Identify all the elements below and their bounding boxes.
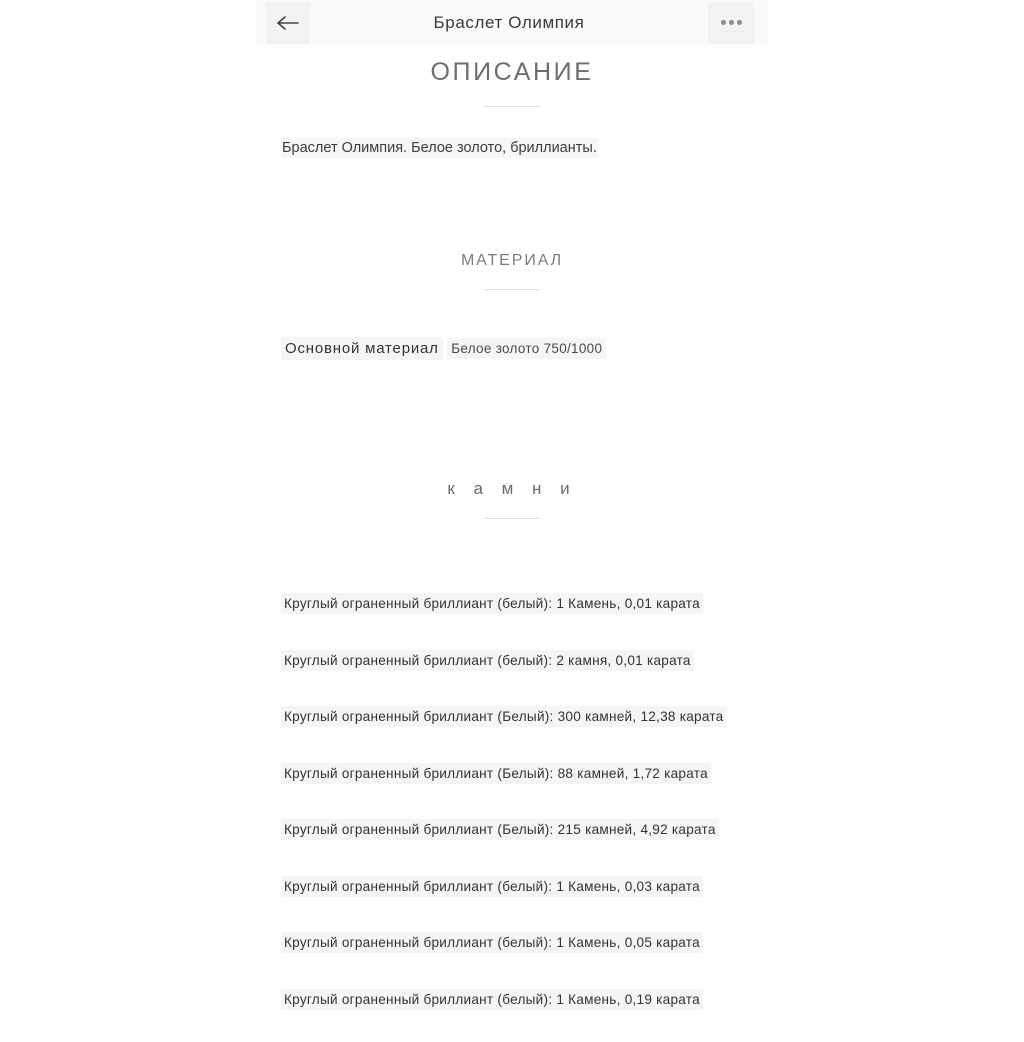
stone-text: Круглый ограненный бриллиант (Белый): 215 камней, 4,92 карата — [281, 819, 719, 840]
description-section — [0, 58, 1024, 156]
overflow-menu-icon — [729, 20, 734, 25]
overflow-menu-button[interactable] — [708, 2, 754, 44]
material-heading-wrap — [0, 252, 1024, 290]
top-app-bar — [256, 0, 768, 45]
stone-text: Круглый ограненный бриллиант (белый): 1 Камень, 0,01 карата — [281, 593, 703, 614]
description-heading: ОПИСАНИЕ — [430, 58, 594, 86]
stones-list — [281, 590, 751, 1042]
description-body — [281, 138, 598, 160]
list-item — [281, 873, 751, 902]
material-body — [281, 327, 606, 360]
stones-heading-wrap — [0, 479, 1024, 519]
stones-heading: к а м н и — [447, 479, 577, 498]
section-divider — [484, 518, 540, 519]
stone-text: Круглый ограненный бриллиант (белый): 2 камня, 0,01 карата — [281, 650, 694, 671]
list-item — [281, 760, 751, 789]
stone-text: Круглый ограненный бриллиант (Белый): 300 камней, 12,38 карата — [281, 706, 727, 727]
list-item — [281, 703, 751, 732]
content-area — [0, 45, 1024, 1007]
stone-text: Круглый ограненный бриллиант (белый): 1 Камень, 0,03 карата — [281, 876, 703, 897]
stone-text: Круглый ограненный бриллиант (Белый): 88 камней, 1,72 карата — [281, 763, 711, 784]
section-divider — [484, 106, 540, 107]
material-label: Основной материал — [281, 337, 443, 360]
back-button[interactable] — [266, 2, 310, 44]
list-item — [281, 590, 751, 619]
list-item — [281, 986, 751, 1015]
section-divider — [484, 289, 540, 290]
page-title: Браслет Олимпия — [433, 12, 585, 32]
overflow-menu-icon — [737, 20, 742, 25]
description-text: Браслет Олимпия. Белое золото, бриллианты. — [282, 140, 597, 156]
material-value: Белое золото 750/1000 — [447, 338, 606, 359]
list-item — [281, 647, 751, 676]
overflow-menu-icon — [721, 20, 726, 25]
arrow-left-icon — [276, 15, 300, 31]
material-heading: МАТЕРИАЛ — [460, 252, 564, 269]
list-item — [281, 816, 751, 845]
list-item — [281, 929, 751, 958]
stone-text: Круглый ограненный бриллиант (белый): 1 Камень, 0,05 карата — [281, 932, 703, 953]
stone-text: Круглый ограненный бриллиант (белый): 1 Камень, 0,19 карата — [281, 989, 703, 1010]
